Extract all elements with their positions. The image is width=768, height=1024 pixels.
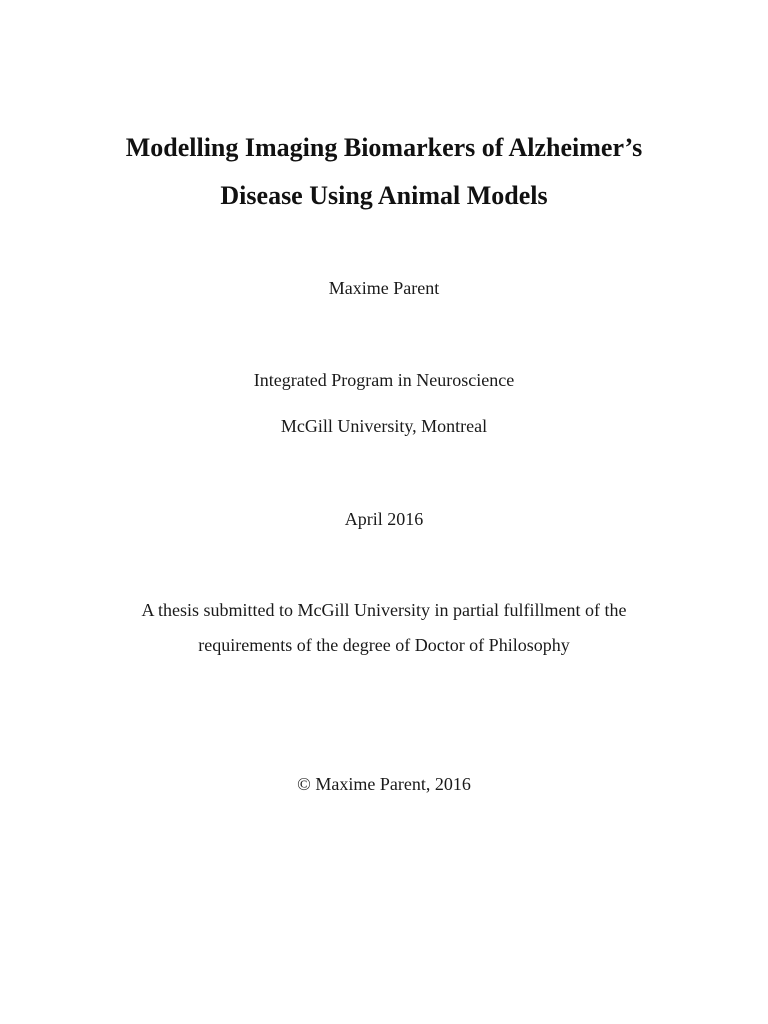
degree-statement-line-1: A thesis submitted to McGill University in partial fulfillment of the (141, 600, 627, 620)
copyright-notice: © Maxime Parent, 2016 (297, 774, 471, 794)
institution-name: McGill University, Montreal (280, 416, 488, 436)
program-name: Integrated Program in Neuroscience (253, 370, 515, 390)
title-line-1: Modelling Imaging Biomarkers of Alzheimer’s (125, 133, 643, 162)
submission-date: April 2016 (344, 509, 424, 529)
author-name: Maxime Parent (328, 278, 440, 298)
degree-statement-line-2: requirements of the degree of Doctor of Philosophy (198, 635, 570, 655)
title-line-2: Disease Using Animal Models (220, 181, 548, 210)
